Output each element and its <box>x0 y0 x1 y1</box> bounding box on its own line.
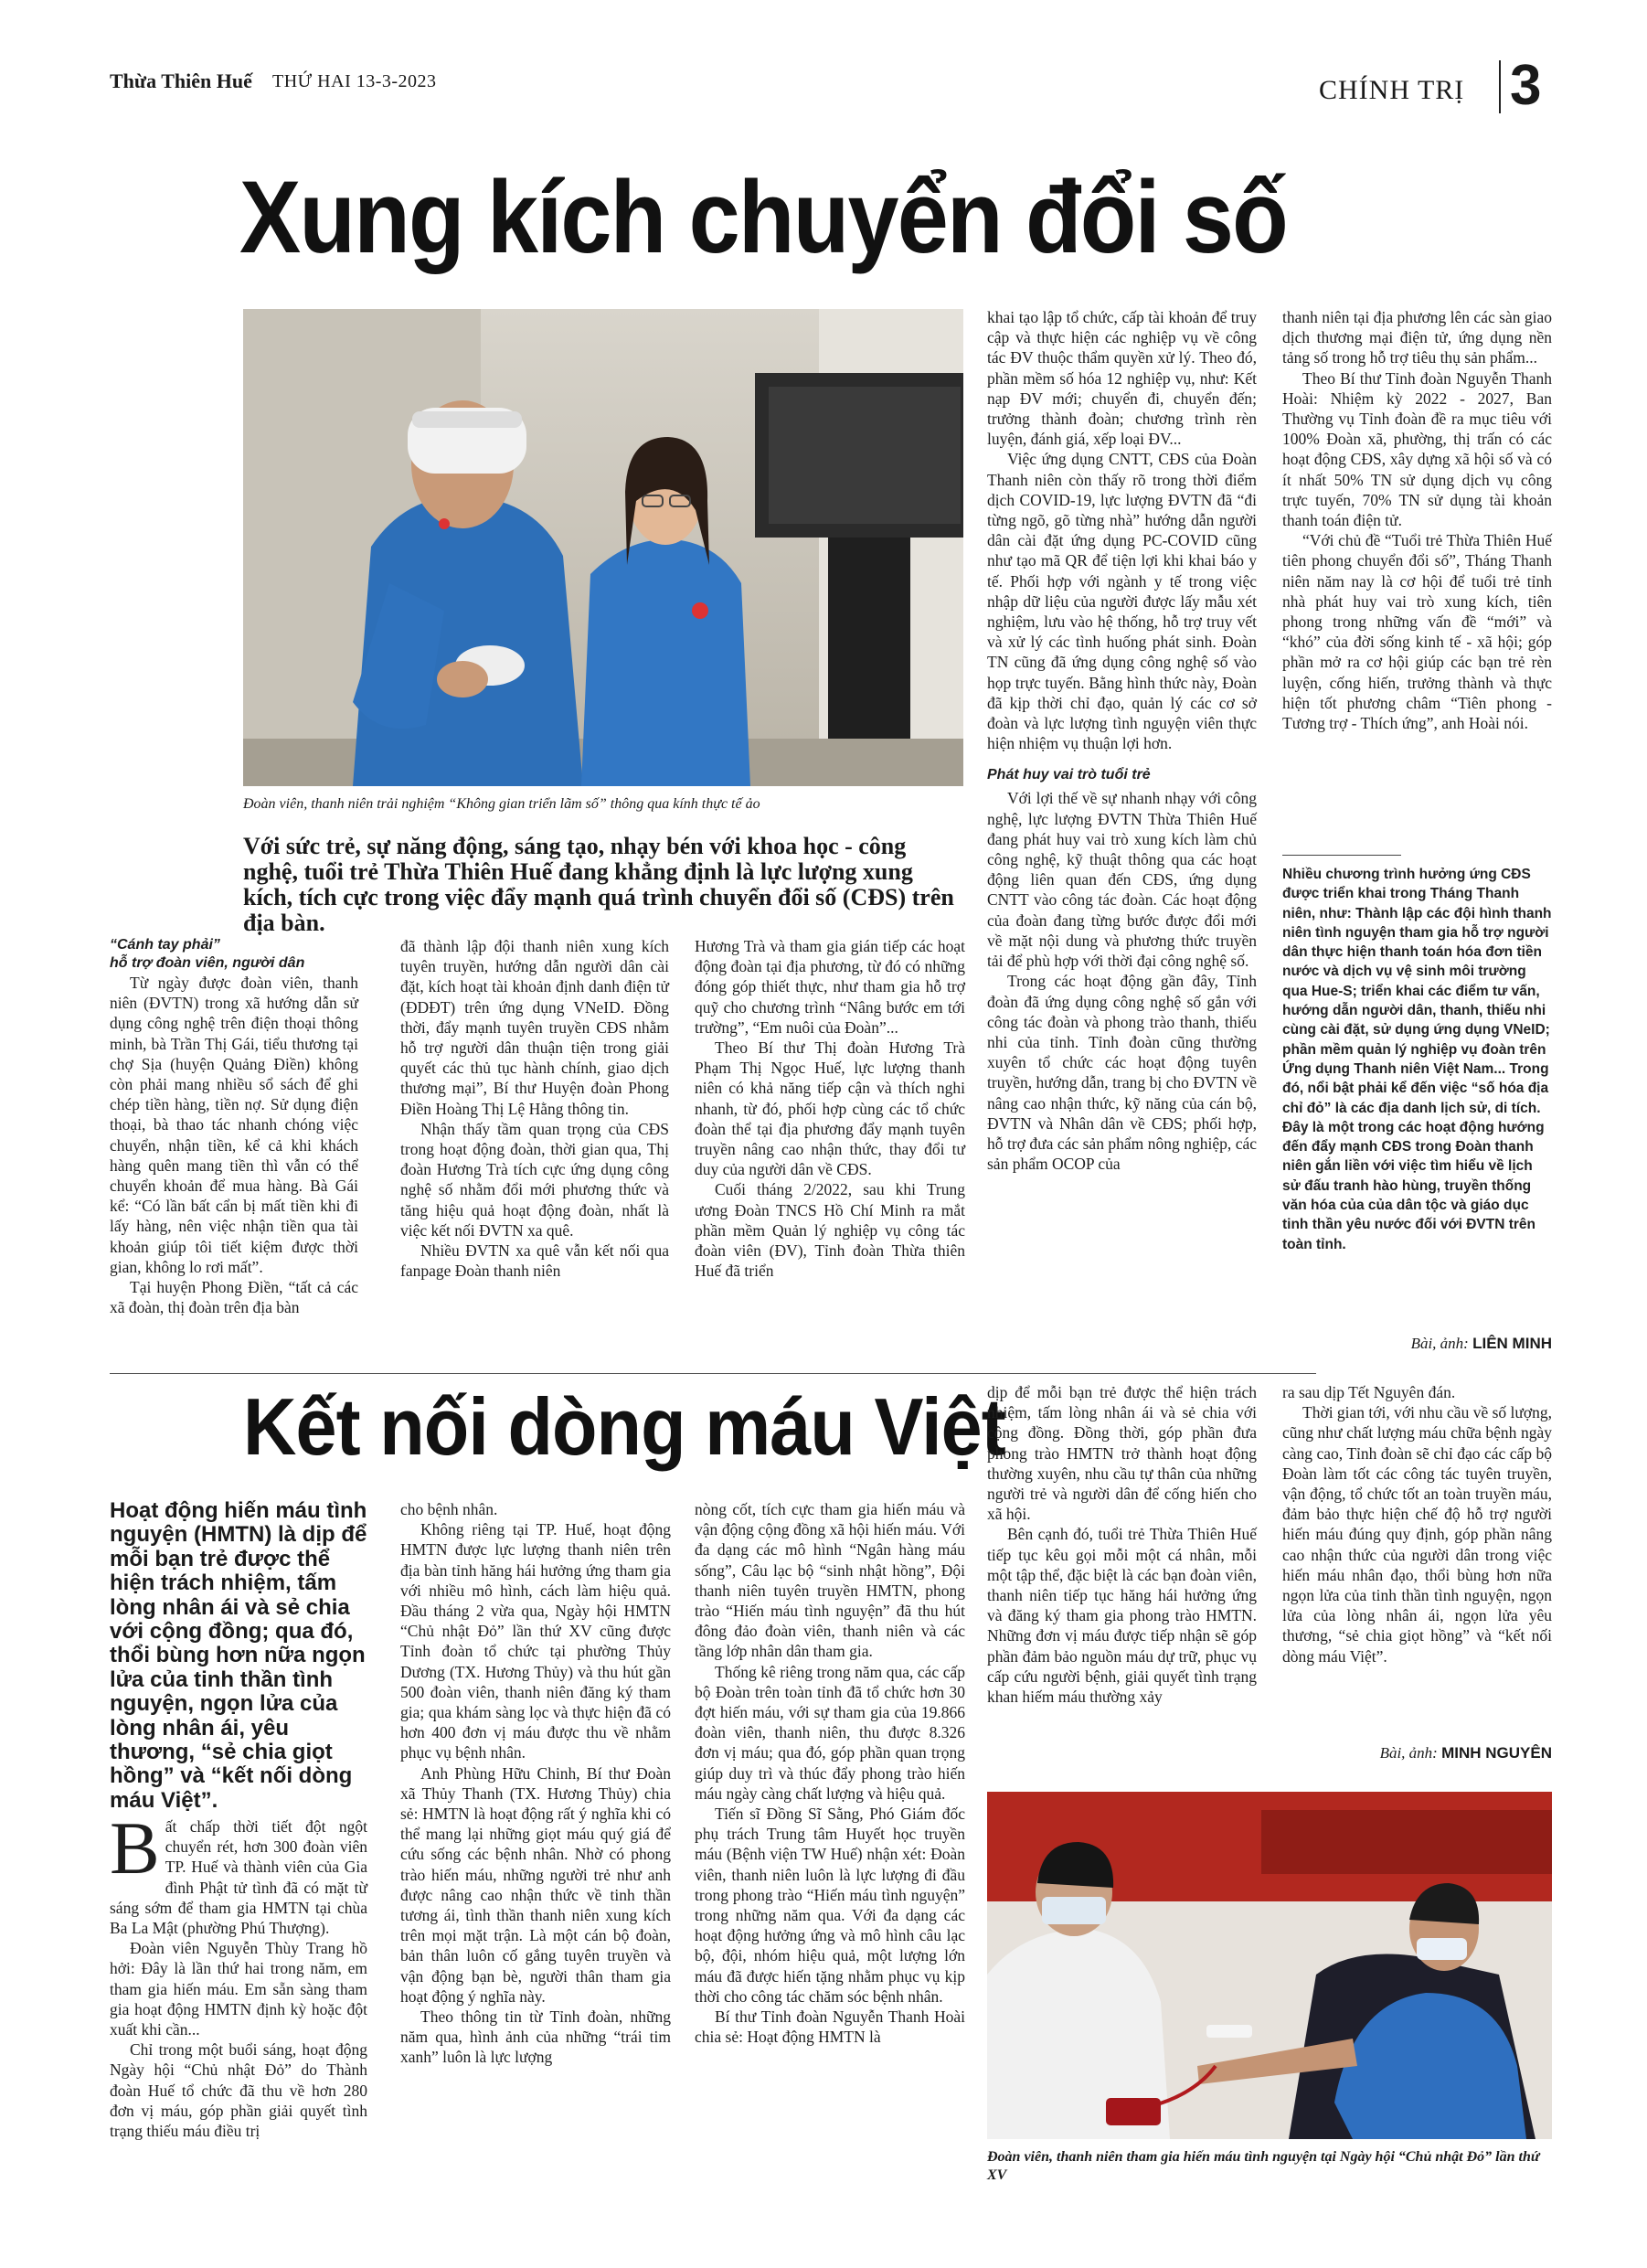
subhead-phat-huy: Phát huy vai trò tuổi trẻ <box>987 767 1151 783</box>
issue-date: THỨ HAI 13-3-2023 <box>272 71 437 91</box>
paragraph: Anh Phùng Hữu Chinh, Bí thư Đoàn xã Thủy Thanh (TX. Hương Thủy) chia sẻ: HMTN là hoạt động rất ý nghĩa khi có thể mang lại những giọt máu quý giá để cứu sống các bệnh nhân. Nhờ có phong trào hiến máu, những người trẻ như anh được nâng cao nhận thức về tinh thần tương ái, tình thần thanh niên xung kích trên mọi mặt trận. Là một cán bộ đoàn, bản thân luôn cố gắng tuyên truyền và vận động bạn bè, người thân tham gia hoạt động ý nghĩa này. <box>400 1763 671 2006</box>
paragraph: thanh niên tại địa phương lên các sàn giao dịch thương mại điện tử, ứng dụng nền tảng số trong hỗ trợ tiêu thụ sản phẩm... <box>1282 308 1552 367</box>
paragraph: Cuối tháng 2/2022, sau khi Trung ương Đoàn TNCS Hồ Chí Minh ra mắt phần mềm Quản lý nghiệp vụ công tác đoàn viên (ĐV), Tỉnh đoàn Thừa thiên Huế đã triển <box>695 1180 965 1281</box>
paragraph: Tại huyện Phong Điền, “tất cả các xã đoàn, thị đoàn trên địa bàn <box>110 1278 358 1317</box>
article1-column-1 <box>110 936 358 1317</box>
paragraph: khai tạo lập tổ chức, cấp tài khoản để truy cập và thực hiện các nghiệp vụ về công tác ĐV thuộc thẩm quyền xử lý. Theo đó, phần mềm số hóa 12 nghiệp vụ, như: Kết nạp ĐV mới; chuyển đi, chuyển đến; trưởng thành đoàn; chương trình rèn luyện, đánh giá, xếp loại ĐV... <box>987 308 1257 449</box>
paragraph: ra sau dịp Tết Nguyên đán. <box>1282 1383 1456 1401</box>
paragraph: Nhiều ĐVTN xa quê vẫn kết nối qua fanpage Đoàn thanh niên <box>400 1241 669 1281</box>
article2-lead: Hoạt động hiến máu tình nguyện (HMTN) là dịp để mỗi bạn trẻ được thể hiện trách nhiệm, tấm lòng nhân ái và sẻ chia với cộng đồng; qua đó, thổi bùng hơn nữa ngọn lửa của tinh thần tình nguyện, ngọn lửa của lòng nhân ái, yêu thương, “sẻ chia giọt hồng” và “kết nối dòng máu Việt”. <box>110 1498 367 1813</box>
section-name: CHÍNH TRỊ <box>1319 75 1465 105</box>
masthead-divider <box>1499 60 1501 113</box>
article1-lead: Với sức trẻ, sự năng động, sáng tạo, nhạy bén với khoa học - công nghệ, tuổi trẻ Thừa Thiên Huế đang khẳng định là lực lượng xung kích, tích cực trong việc đẩy mạnh quá trình chuyển đổi số (CĐS) trên địa bàn. <box>243 833 954 936</box>
paragraph: Thống kê riêng trong năm qua, các cấp bộ Đoàn trên toàn tỉnh đã tổ chức hơn 30 đợt hiến máu, với sự tham gia của 19.866 đoàn viên, thanh niên, thu được 8.326 đơn vị máu; qua đó, góp phần quan trọng giúp duy trì và thúc đẩy phong trào hiến máu ngày càng chất lượng và hiệu quả. <box>695 1662 965 1803</box>
section-separator <box>110 1373 1316 1374</box>
article1-column-3 <box>695 936 965 1281</box>
credit-label: Bài, ảnh: <box>1379 1744 1438 1762</box>
credit-label: Bài, ảnh: <box>1410 1335 1469 1352</box>
paragraph: Theo Bí thư Tỉnh đoàn Nguyễn Thanh Hoài: Nhiệm kỳ 2022 - 2027, Ban Thường vụ Tỉnh đoàn đề ra mục tiêu với 100% Đoàn xã, phường, thị trấn có các hoạt động CĐS, xây dựng xã hội số và có ít nhất 50% TN sử dụng dịch vụ công trực tuyến, 70% TN sử dụng tài khoản thanh toán điện tử. <box>1282 368 1552 530</box>
article1-column-5 <box>1282 307 1552 733</box>
article2-column-1 <box>110 1806 367 2141</box>
article2-credit <box>1334 1744 1552 1762</box>
paragraph: Việc ứng dụng CNTT, CĐS của Đoàn Thanh niên còn thấy rõ trong thời điểm dịch COVID-19, lực lượng ĐVTN đã “đi từng ngõ, gõ từng nhà” hướng dẫn người dân cài đặt ứng dụng PC-COVID cũng như tạo mã QR để tiện lợi khi khai báo y tế. Phối hợp với ngành y tế trong việc nhập dữ liệu của người được lấy mẫu xét nghiệm, lưu vào hệ thống, hỗ trợ truy vết và xử lý các tình huống phát sinh. Đoàn TN cũng đã ứng dụng công nghệ số vào họp trực tuyến. Bằng hình thức này, Đoàn đã kịp thời chỉ đạo, quản lý các cơ sở đoàn và lực lượng tình nguyện viên thực hiện nhiệm vụ thuận lợi hơn. <box>987 450 1257 753</box>
paragraph: Bí thư Tỉnh đoàn Nguyễn Thanh Hoài chia sẻ: Hoạt động HMTN là <box>695 2007 965 2047</box>
paper-name: Thừa Thiên Huế <box>110 69 252 92</box>
paragraph: cho bệnh nhân. <box>400 1500 498 1518</box>
paragraph: Thời gian tới, với nhu cầu về số lượng, cũng như chất lượng máu chữa bệnh ngày càng cao, Tỉnh đoàn sẽ chỉ đạo các cấp bộ Đoàn làm tốt các công tác tuyên truyền, vận động, tổ chức tốt an toàn truyền máu, đảm bảo thực hiện chế độ hỗ trợ người hiến máu đúng quy định, góp phần nâng cao nhận thức của người dân trong việc hiến máu nhân đạo, thổi bùng hơn nữa ngọn lửa của tinh thần tình nguyện, ngọn lửa của lòng nhân ái, ngọn lửa yêu thương, “sẻ chia giọt hồng” và “kết nối dòng máu Việt”. <box>1282 1403 1552 1666</box>
subhead-canh-tay-phai: “Cánh tay phải” <box>110 937 220 953</box>
article2-headline: Kết nối dòng máu Việt <box>243 1381 1005 1472</box>
article2-photo-caption: Đoàn viên, thanh niên tham gia hiến máu tình nguyện tại Ngày hội “Chủ nhật Đỏ” lần thứ XV <box>987 2149 1540 2183</box>
article2-column-3 <box>695 1499 965 2047</box>
paragraph: Hương Trà và tham gia gián tiếp các hoạt động đoàn tại địa phương, từ đó có những đóng góp thiết thực, như tham gia hỗ trợ quỹ cho chương trình “Nâng bước em tới trường”, “Em nuôi của Đoàn”... <box>695 937 965 1037</box>
vr-photo-illustration <box>243 309 963 786</box>
credit-author: LIÊN MINH <box>1472 1335 1552 1352</box>
paragraph: Đoàn viên Nguyễn Thùy Trang hồ hởi: Đây là lần thứ hai trong năm, em tham gia hiến máu. Em sẵn sàng tham gia hoạt động HMTN định kỳ hoặc đột xuất khi cần... <box>110 1939 367 2039</box>
article2-column-5 <box>1282 1382 1552 1666</box>
drop-cap: B <box>110 1806 160 1890</box>
paragraph: Nhận thấy tầm quan trọng của CĐS trong hoạt động đoàn, thời gian qua, Thị đoàn Hương Trà tích cực ứng dụng công nghệ số nhằm đổi mới phương thức và tăng hiệu quả hoạt động đoàn, nhất là việc kết nối ĐVTN xa quê. <box>400 1119 669 1240</box>
subhead-ho-tro: hỗ trợ đoàn viên, người dân <box>110 955 305 971</box>
paragraph: nòng cốt, tích cực tham gia hiến máu và vận động cộng đồng xã hội hiến máu. Với đa dạng các mô hình “Ngân hàng máu sống”, Câu lạc bộ “sinh nhật hồng”, Đội thanh niên tuyên truyền HMTN, phong trào “Hiến máu tình nguyện” đã thu hút đông đảo đoàn viên, thanh niên và các tầng lớp nhân dân tham gia. <box>695 1500 965 1661</box>
blood-donation-photo <box>987 1792 1552 2139</box>
page-number: 3 <box>1510 54 1542 117</box>
paragraph: Theo Bí thư Thị đoàn Hương Trà Phạm Thị Ngọc Huế, lực lượng thanh niên có khả năng tiếp cận và thích nghi nhanh, từ đó, phối hợp cùng các tổ chức đoàn thể tại địa phương đẩy mạnh tuyên truyền nâng cao nhận thức, thay đổi tư duy của người dân về CĐS. <box>695 1038 965 1179</box>
article1-photo-caption: Đoàn viên, thanh niên trải nghiệm “Không gian triển lãm số” thông qua kính thực tế ảo <box>243 796 760 812</box>
credit-author: MINH NGUYÊN <box>1441 1744 1552 1762</box>
paragraph: Bên cạnh đó, tuổi trẻ Thừa Thiên Huế tiếp tục kêu gọi mỗi một cá nhân, mỗi một tập thể, đặc biệt là các bạn đoàn viên, thanh niên tiếp tục hăng hái hưởng ứng và đăng ký tham gia phong trào HMTN. Những đơn vị máu được tiếp nhận sẽ góp phần đảm bảo nguồn máu dự trữ, phục vụ cấp cứu người bệnh, giải quyết tình trạng khan hiếm máu thường xảy <box>987 1525 1257 1707</box>
article1-highlight-box: Nhiều chương trình hưởng ứng CĐS được triển khai trong Tháng Thanh niên, như: Thành lập các đội hình thanh niên tình nguyện tham gia hỗ trợ người dân thực hiện thanh toán hóa đơn tiền nước và dịch vụ vệ sinh môi trường qua Hue-S; triển khai các điểm tư vấn, hướng dẫn người dân, thanh, thiếu nhi cùng cài đặt, sử dụng ứng dụng VNeID; phần mềm quản lý nghiệp vụ đoàn trên Ứng dụng Thanh niên Việt Nam... Trong đó, nổi bật phải kể đến việc “số hóa địa chỉ đỏ” là các địa danh lịch sử, di tích. Đây là một trong các hoạt động hướng đến đẩy mạnh CĐS trong Đoàn thanh niên gắn liền với việc tìm hiểu về lịch sử đấu tranh hào hùng, truyền thống văn hóa của của dân tộc và giáo dục tinh thần yêu nước đối với ĐVTN trên toàn tỉnh. <box>1282 867 1552 1252</box>
box-divider <box>1282 855 1401 856</box>
paragraph: Theo thông tin từ Tỉnh đoàn, những năm qua, hình ảnh của những “trái tim xanh” luôn là lực lượng <box>400 2007 671 2067</box>
paragraph: Tiến sĩ Đồng Sĩ Sằng, Phó Giám đốc phụ trách Trung tâm Huyết học truyền máu (Bệnh viện TW Huế) nhận xét: Đoàn viên, thanh niên luôn là lực lượng đi đầu trong phong trào “Hiến máu tình nguyện” trong những năm qua. Với đa dạng các hoạt động hưởng ứng và mô hình câu lạc bộ, đội, nhóm hiệu quả, một lượng lớn máu đã được hiến tặng nhằm phục vụ kịp thời cho công tác chăm sóc bệnh nhân. <box>695 1805 965 2006</box>
article1-column-2 <box>400 936 669 1281</box>
vr-experience-photo <box>243 309 963 786</box>
paragraph: ất chấp thời tiết đột ngột chuyển rét, hơn 300 đoàn viên TP. Huế và thành viên của Gia đình Phật tử tình đã có mặt từ sáng sớm để tham gia HMTN tại chùa Ba La Mật (phường Phú Thượng). <box>110 1817 367 1938</box>
paragraph: đã thành lập đội thanh niên xung kích tuyên truyền, hướng dẫn người dân cài đặt, kích hoạt tài khoản định danh điện tử (ĐDĐT) trên ứng dụng VNeID. Đồng thời, đẩy mạnh tuyên truyền CĐS nhằm hỗ trợ người dân thuận tiện trong giải quyết các thủ tục hành chính, giao dịch thương mại”, Bí thư Huyện đoàn Phong Điền Hoàng Thị Lệ Hằng thông tin. <box>400 937 669 1118</box>
blood-photo-illustration <box>987 1792 1552 2139</box>
article1-headline: Xung kích chuyển đổi số <box>239 160 1287 274</box>
article2-column-2 <box>400 1499 671 2068</box>
article1-credit <box>1389 1335 1552 1353</box>
paragraph: dịp để mỗi bạn trẻ được thể hiện trách nhiệm, tấm lòng nhân ái và sẻ chia với cộng đồng. Đồng thời, góp phần đưa phong trào HMTN trở thành hoạt động thường xuyên, nhu cầu tự thân của những người trẻ và người dân để cống hiến cho xã hội. <box>987 1383 1257 1524</box>
paragraph: Trong các hoạt động gần đây, Tỉnh đoàn đã ứng dụng công nghệ số gắn với công tác đoàn và phong trào thanh, thiếu nhi của tỉnh. Tỉnh đoàn cũng thường xuyên tổ chức các hoạt động tuyên truyền, hướng dẫn, trang bị cho ĐVTN về nâng cao nhận thức, kỹ năng của cán bộ, ĐVTN và Nhân dân về CĐS; phối hợp, hỗ trợ đưa các sản phẩm nông nghiệp, các sản phẩm OCOP của <box>987 972 1257 1174</box>
paragraph: Không riêng tại TP. Huế, hoạt động HMTN được lực lượng thanh niên trên địa bàn tỉnh hăng hái hưởng ứng tham gia với nhiều mô hình, cách làm hiệu quả. Đầu tháng 2 vừa qua, Ngày hội HMTN “Chủ nhật Đỏ” lần thứ XV cũng được Tỉnh đoàn tổ chức tại phường Thủy Dương (TX. Hương Thủy) và thu hút gần 500 đoàn viên, thanh niên đăng ký tham gia; qua khám sàng lọc và thực hiện đã có hơn 400 đơn vị máu được thu về nhằm phục vụ bệnh nhân. <box>400 1520 671 1762</box>
article2-column-4 <box>987 1382 1257 1707</box>
paragraph: Với lợi thế về sự nhanh nhạy với công nghệ, lực lượng ĐVTN Thừa Thiên Huế đang phát huy vai trò xung kích làm chủ công nghệ, kỹ thuật thông qua các hoạt động liên quan đến CĐS, ứng dụng CNTT vào công tác đoàn. Các hoạt động của đoàn đang từng bước được đổi mới về mặt nội dung và phương thức truyền tải để phù hợp với thời đại công nghệ số. <box>987 789 1257 971</box>
paragraph: Chỉ trong một buổi sáng, hoạt động Ngày hội “Chủ nhật Đỏ” do Thành đoàn Huế tổ chức đã thu về hơn 280 đơn vị máu, góp phần giải quyết tình trạng thiếu máu điều trị <box>110 2040 367 2141</box>
paragraph: “Với chủ đề “Tuổi trẻ Thừa Thiên Huế tiên phong chuyển đổi số”, Tháng Thanh niên năm nay là cơ hội để tuổi trẻ tỉnh nhà phát huy vai trò xung kích, tiên phong trong những vấn đề “mới” và “khó” của đời sống kinh tế - xã hội; góp phần mở ra cơ hội giúp các bạn trẻ rèn luyện, cống hiến, trưởng thành và thực hiện tốt phương châm “Tiên phong - Tương trợ - Thích ứng”, anh Hoài nói. <box>1282 531 1552 733</box>
paragraph: Từ ngày được đoàn viên, thanh niên (ĐVTN) trong xã hướng dẫn sử dụng công nghệ trên điện thoại thông minh, bà Trần Thị Gái, tiểu thương tại chợ Sịa (huyện Quảng Điền) không còn phải mang nhiều sổ sách để ghi chép tiền hàng, tiền nợ. Sử dụng điện thoại, bà thao tác nhanh chóng việc chuyển, nhận tiền, kể cả khi khách hàng quên mang tiền thì vẫn có thể chuyển khoản để mua hàng. Bà Gái kể: “Có lần bất cẩn bị mất tiền khi đi lấy hàng, nên việc nhận tiền qua tài khoản giúp tôi tiết kiệm được thời gian, không lo rơi mất”. <box>110 974 358 1276</box>
article1-column-4 <box>987 307 1257 1174</box>
